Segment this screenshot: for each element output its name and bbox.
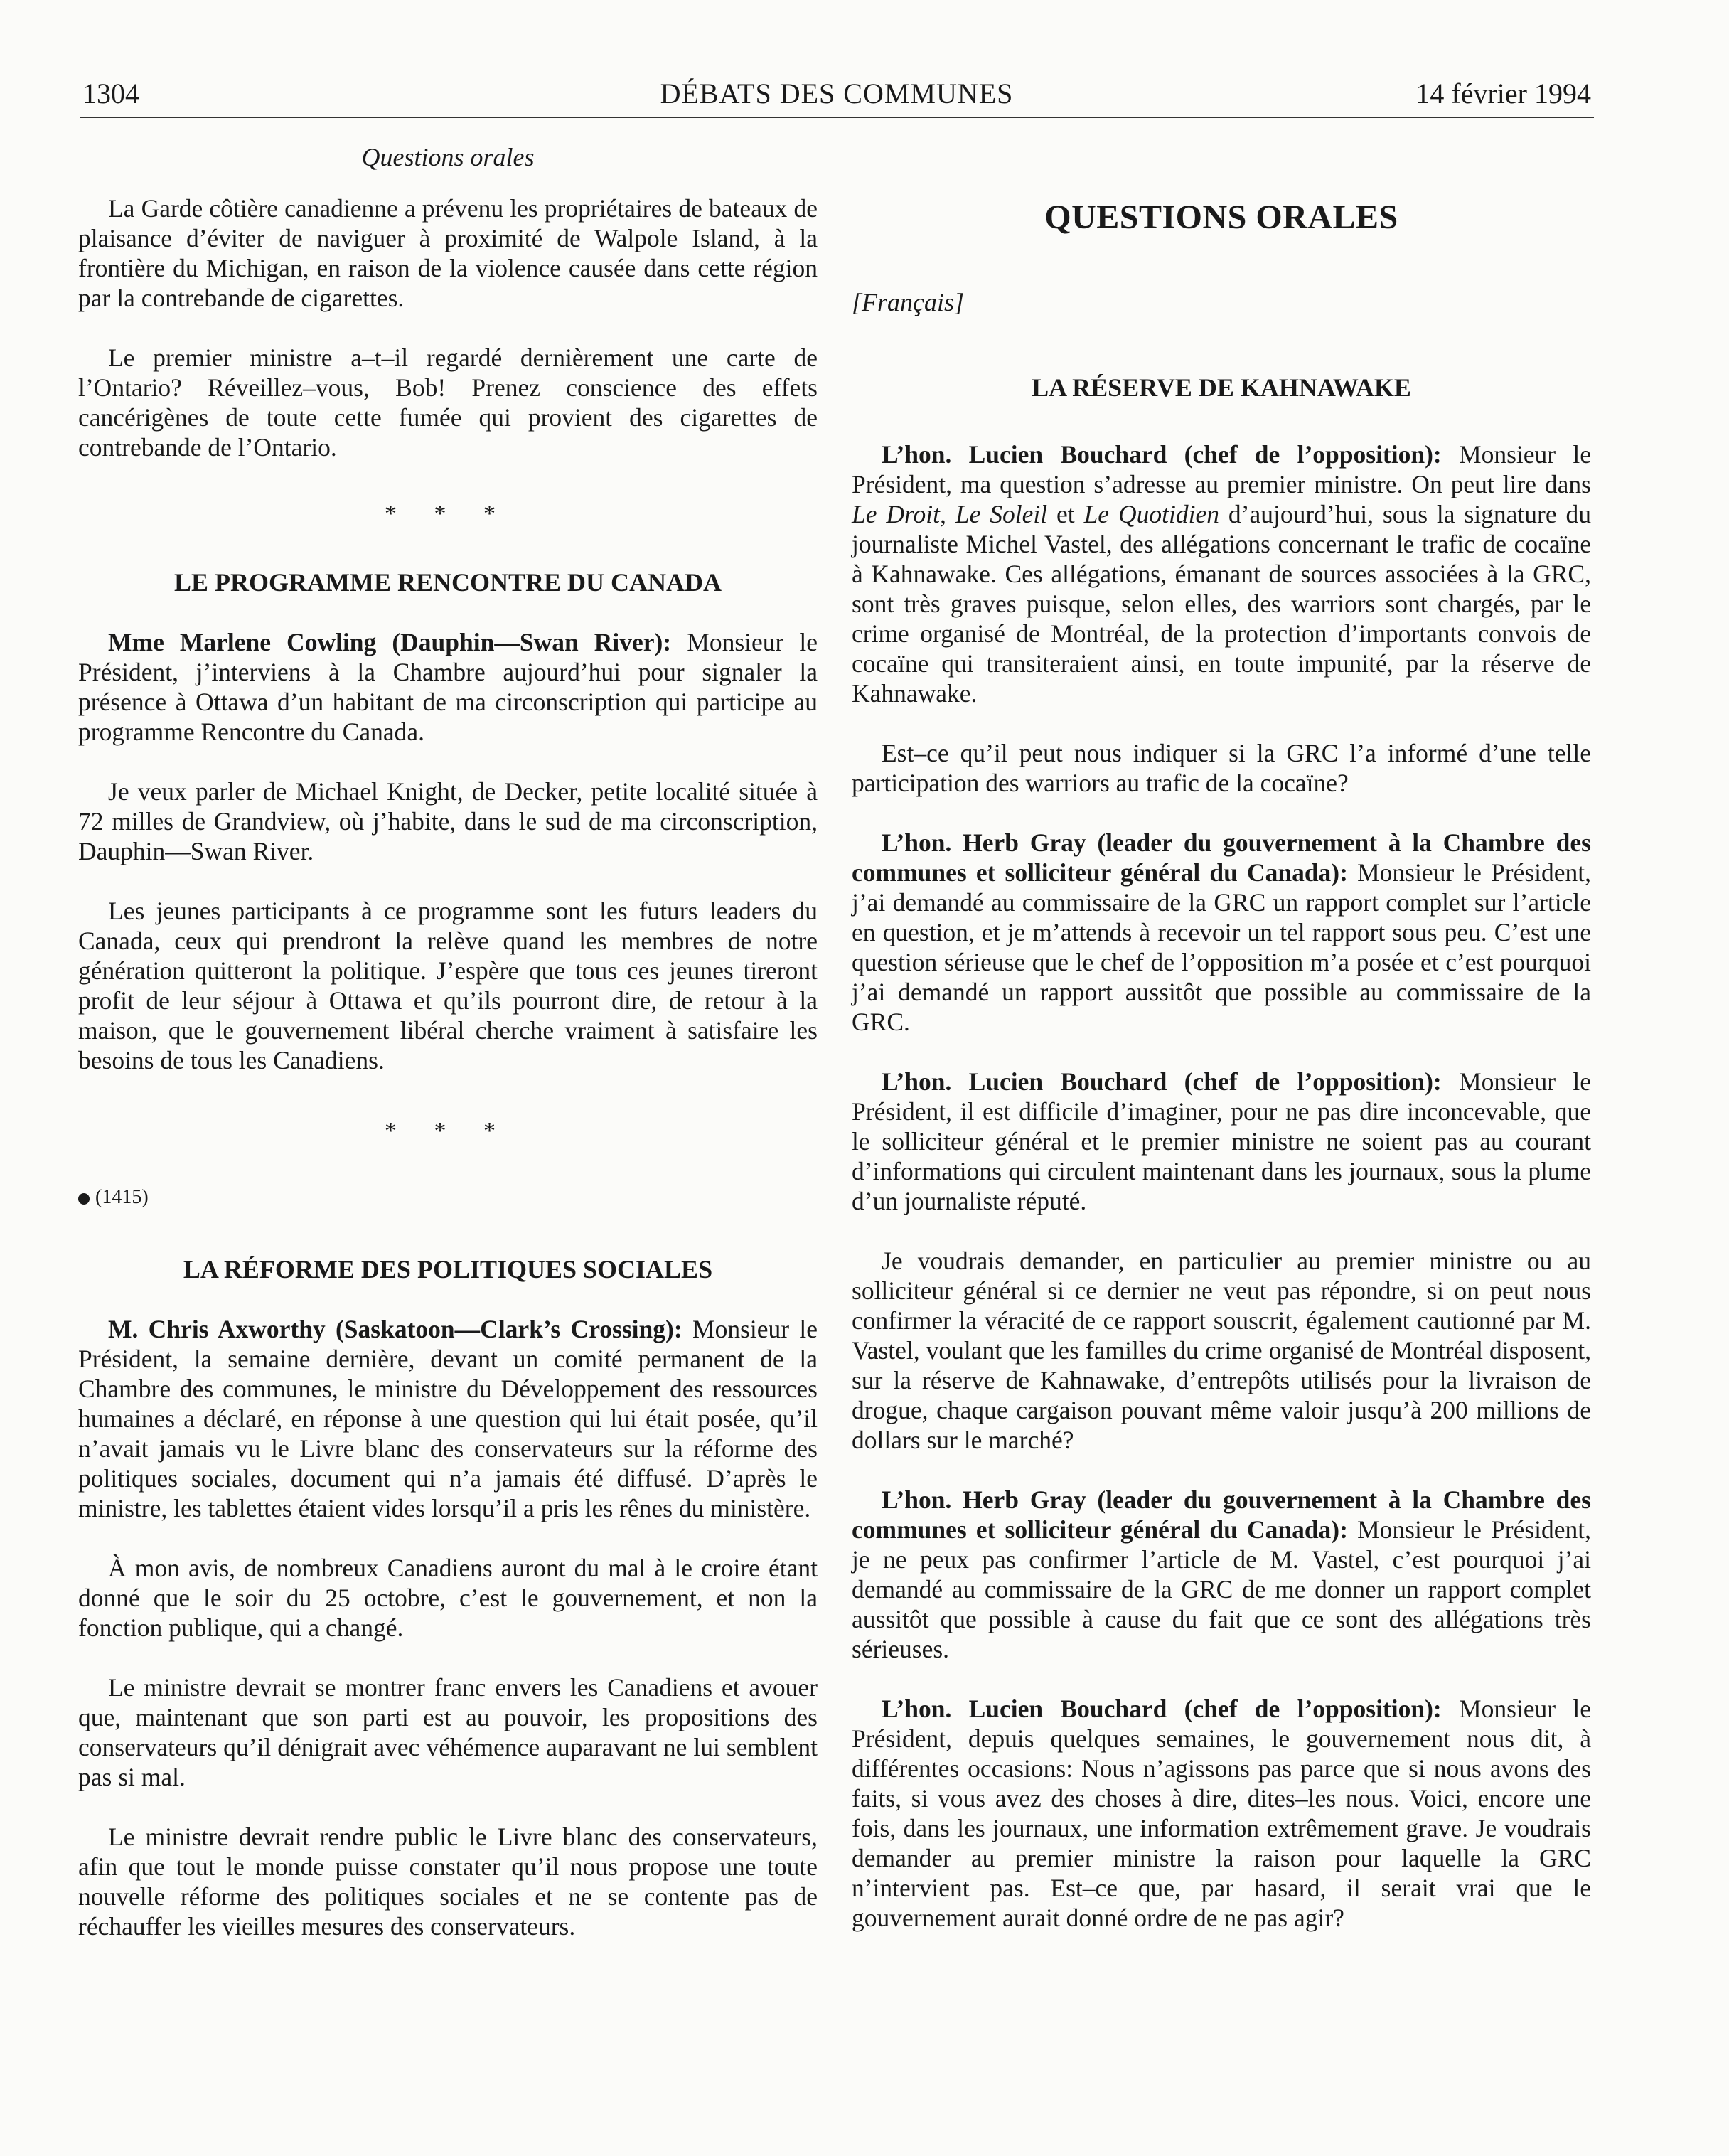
language-marker: [Français] bbox=[852, 288, 965, 316]
statement-paragraph bbox=[78, 1314, 818, 1523]
left-column bbox=[78, 142, 818, 1941]
paragraph: Le premier ministre a–t–il regardé dernièrement une carte de l’Ontario? Réveillez–vous, Bob! Prenez conscience des effets cancérigènes de toute cette fumée qui provient des cigarettes de contrebande de l’Ontario. bbox=[78, 343, 818, 461]
question-paragraph bbox=[852, 1067, 1591, 1216]
speaker-name: M. Chris Axworthy (Saskatoon—Clark’s Crossing): bbox=[108, 1315, 682, 1343]
running-head: Questions orales bbox=[361, 143, 535, 171]
statement-text: Monsieur le Président, la semaine dernière, devant un comité permanent de la Chambre des communes, le ministre du Développement des ressources humaines a déclaré, en réponse à une question qui lui était posée, qu’il n’avait jamais vu le Livre blanc des conservateurs sur la réforme des politiques sociales, document qui n’a jamais été diffusé. D’après le ministre, les tablettes étaient vides lorsqu’il a pris les rênes du ministère. bbox=[78, 1315, 818, 1522]
paragraph: À mon avis, de nombreux Canadiens auront du mal à le croire étant donné que le soir du 25 octobre, c’est le gouvernement, et non la fonction publique, qui a changé. bbox=[78, 1554, 818, 1642]
answer-paragraph bbox=[852, 1485, 1591, 1664]
paragraph: Je voudrais demander, en particulier au premier ministre ou au solliciteur général si ce dernier ne veut pas répondre, si on peut nous confirmer la véracité de ce rapport souscrit, également cautionné par M. Vastel, voulant que les familles du crime organisé de Montréal disposent, sur la réserve de Kahnawake, d’entrepôts utilisés pour la livraison de drogue, chaque cargaison pouvant même valoir jusqu’à 200 millions de dollars sur le marché? bbox=[852, 1247, 1591, 1454]
paragraph: Le ministre devrait se montrer franc envers les Canadiens et avouer que, maintenant que son parti est au pouvoir, les propositions des conservateurs qu’il dénigrait avec véhémence auparavant ne lui semblent pas si mal. bbox=[78, 1673, 818, 1791]
publication-name: Le Quotidien bbox=[1083, 500, 1219, 528]
speaker-name: L’hon. Lucien Bouchard (chef de l’opposition): bbox=[882, 1695, 1442, 1723]
page-number: 1304 bbox=[82, 78, 139, 110]
answer-text: Monsieur le Président, je ne peux pas confirmer l’article de M. Vastel, c’est pourquoi j’ai demandé au commissaire de la GRC de me donner un rapport complet aussitôt que possible à cause du fait que ce sont des allégations très sérieuses. bbox=[852, 1515, 1592, 1663]
section-separator: * * * bbox=[385, 1118, 511, 1144]
paragraph: La Garde côtière canadienne a prévenu les propriétaires de bateaux de plaisance d’éviter de naviguer à proximité de Walpole Island, à la frontière du Michigan, en raison de la violence causée dans cette région par la contrebande de cigarettes. bbox=[78, 194, 818, 312]
publication-names: Le Droit, Le Soleil bbox=[852, 500, 1048, 528]
question-paragraph bbox=[852, 1694, 1591, 1933]
right-column bbox=[852, 142, 1591, 1933]
speaker-name: L’hon. Lucien Bouchard (chef de l’opposition): bbox=[882, 440, 1442, 469]
speaker-name: L’hon. Herb Gray (leader du gouvernement à la Chambre des communes et solliciteur général du Canada): bbox=[852, 1485, 1591, 1544]
bullet-icon bbox=[78, 1193, 90, 1205]
page-date: 14 février 1994 bbox=[1415, 78, 1591, 110]
paragraph: Est–ce qu’il peut nous indiquer si la GRC l’a informé d’une telle participation des warriors au trafic de la cocaïne? bbox=[852, 739, 1591, 797]
answer-text: Monsieur le Président, j’ai demandé au commissaire de la GRC un rapport complet sur l’article en question, et je m’attends à recevoir un tel rapport sous peu. C’est une question sérieuse que le chef de l’opposition m’a posée et c’est pourquoi j’ai demandé un rapport aussitôt que possible au commissaire de la GRC. bbox=[852, 858, 1592, 1036]
paragraph: Les jeunes participants à ce programme sont les futurs leaders du Canada, ceux qui prendront la relève quand les membres de notre génération quitteront la politique. J’espère que tous ces jeunes tireront profit de leur séjour à Ottawa et qu’ils pourront dire, de retour à la maison, que le gouvernement libéral cherche vraiment à satisfaire les besoins de tous les Canadiens. bbox=[78, 897, 818, 1074]
statement-paragraph bbox=[78, 627, 818, 747]
time-marker-text: (1415) bbox=[95, 1186, 149, 1208]
section-title: LA RÉSERVE DE KAHNAWAKE bbox=[1032, 373, 1411, 402]
main-title: QUESTIONS ORALES bbox=[1044, 198, 1398, 236]
time-marker bbox=[78, 1185, 818, 1210]
speaker-name: L’hon. Herb Gray (leader du gouvernement à la Chambre des communes et solliciteur général du Canada): bbox=[852, 828, 1591, 887]
statement-text: Monsieur le Président, j’interviens à la Chambre aujourd’hui pour signaler la présence à Ottawa d’un habitant de ma circonscription qui participe au programme Rencontre du Canada. bbox=[78, 628, 818, 746]
answer-paragraph bbox=[852, 828, 1591, 1037]
paragraph: Je veux parler de Michael Knight, de Decker, petite localité située à 72 milles de Grandview, où j’habite, dans le sud de ma circonscription, Dauphin—Swan River. bbox=[78, 777, 818, 865]
question-text: Monsieur le Président, il est difficile d’imaginer, pour ne pas dire inconcevable, que le solliciteur général et le premier ministre ne soient pas au courant d’informations qui circulent maintenant dans les journaux, sous la plume d’un journaliste réputé. bbox=[852, 1067, 1591, 1215]
speaker-name: L’hon. Lucien Bouchard (chef de l’opposition): bbox=[882, 1067, 1442, 1096]
section-title: LA RÉFORME DES POLITIQUES SOCIALES bbox=[183, 1255, 713, 1284]
question-paragraph: L’hon. Lucien Bouchard (chef de l’opposition): Monsieur le Président, ma question s’adresse au premier ministre. On peut lire dans Le Droit, Le Soleil et Le Quotidien d’aujourd’hui, sous la signature du journaliste Michel Vastel, des allégations concernant le trafic de cocaïne à Kahnawake. Ces allégations, émanant de sources associées à la GRC, sont très graves puisque, selon elles, des warriors sont chargés, par le crime organisé de Montréal, de la protection d’importants convois de cocaïne qui transiteraient ainsi, en toute impunité, par la réserve de Kahnawake. bbox=[852, 440, 1592, 708]
publication-title: DÉBATS DES COMMUNES bbox=[660, 78, 1014, 110]
speaker-name: Mme Marlene Cowling (Dauphin—Swan River): bbox=[108, 628, 672, 656]
section-separator: * * * bbox=[385, 501, 511, 527]
section-title: LE PROGRAMME RENCONTRE DU CANADA bbox=[174, 568, 722, 597]
paragraph: Le ministre devrait rendre public le Livre blanc des conservateurs, afin que tout le monde puisse constater qu’il nous propose une toute nouvelle réforme des politiques sociales et ne se contente pas de réchauffer les vieilles mesures des conservateurs. bbox=[78, 1823, 818, 1941]
page-header bbox=[80, 74, 1594, 118]
question-text: Monsieur le Président, depuis quelques semaines, le gouvernement nous dit, à différentes occasions: Nous n’agissons pas parce que si nous avons des faits, si vous avez des choses à dire, dites–les nous. Voici, encore une fois, dans les journaux, une information extrêmement grave. Je voudrais demander au premier ministre la raison pour laquelle la GRC n’intervient pas. Est–ce que, par hasard, il serait vrai que le gouvernement aurait donné ordre de ne pas agir? bbox=[852, 1695, 1591, 1932]
